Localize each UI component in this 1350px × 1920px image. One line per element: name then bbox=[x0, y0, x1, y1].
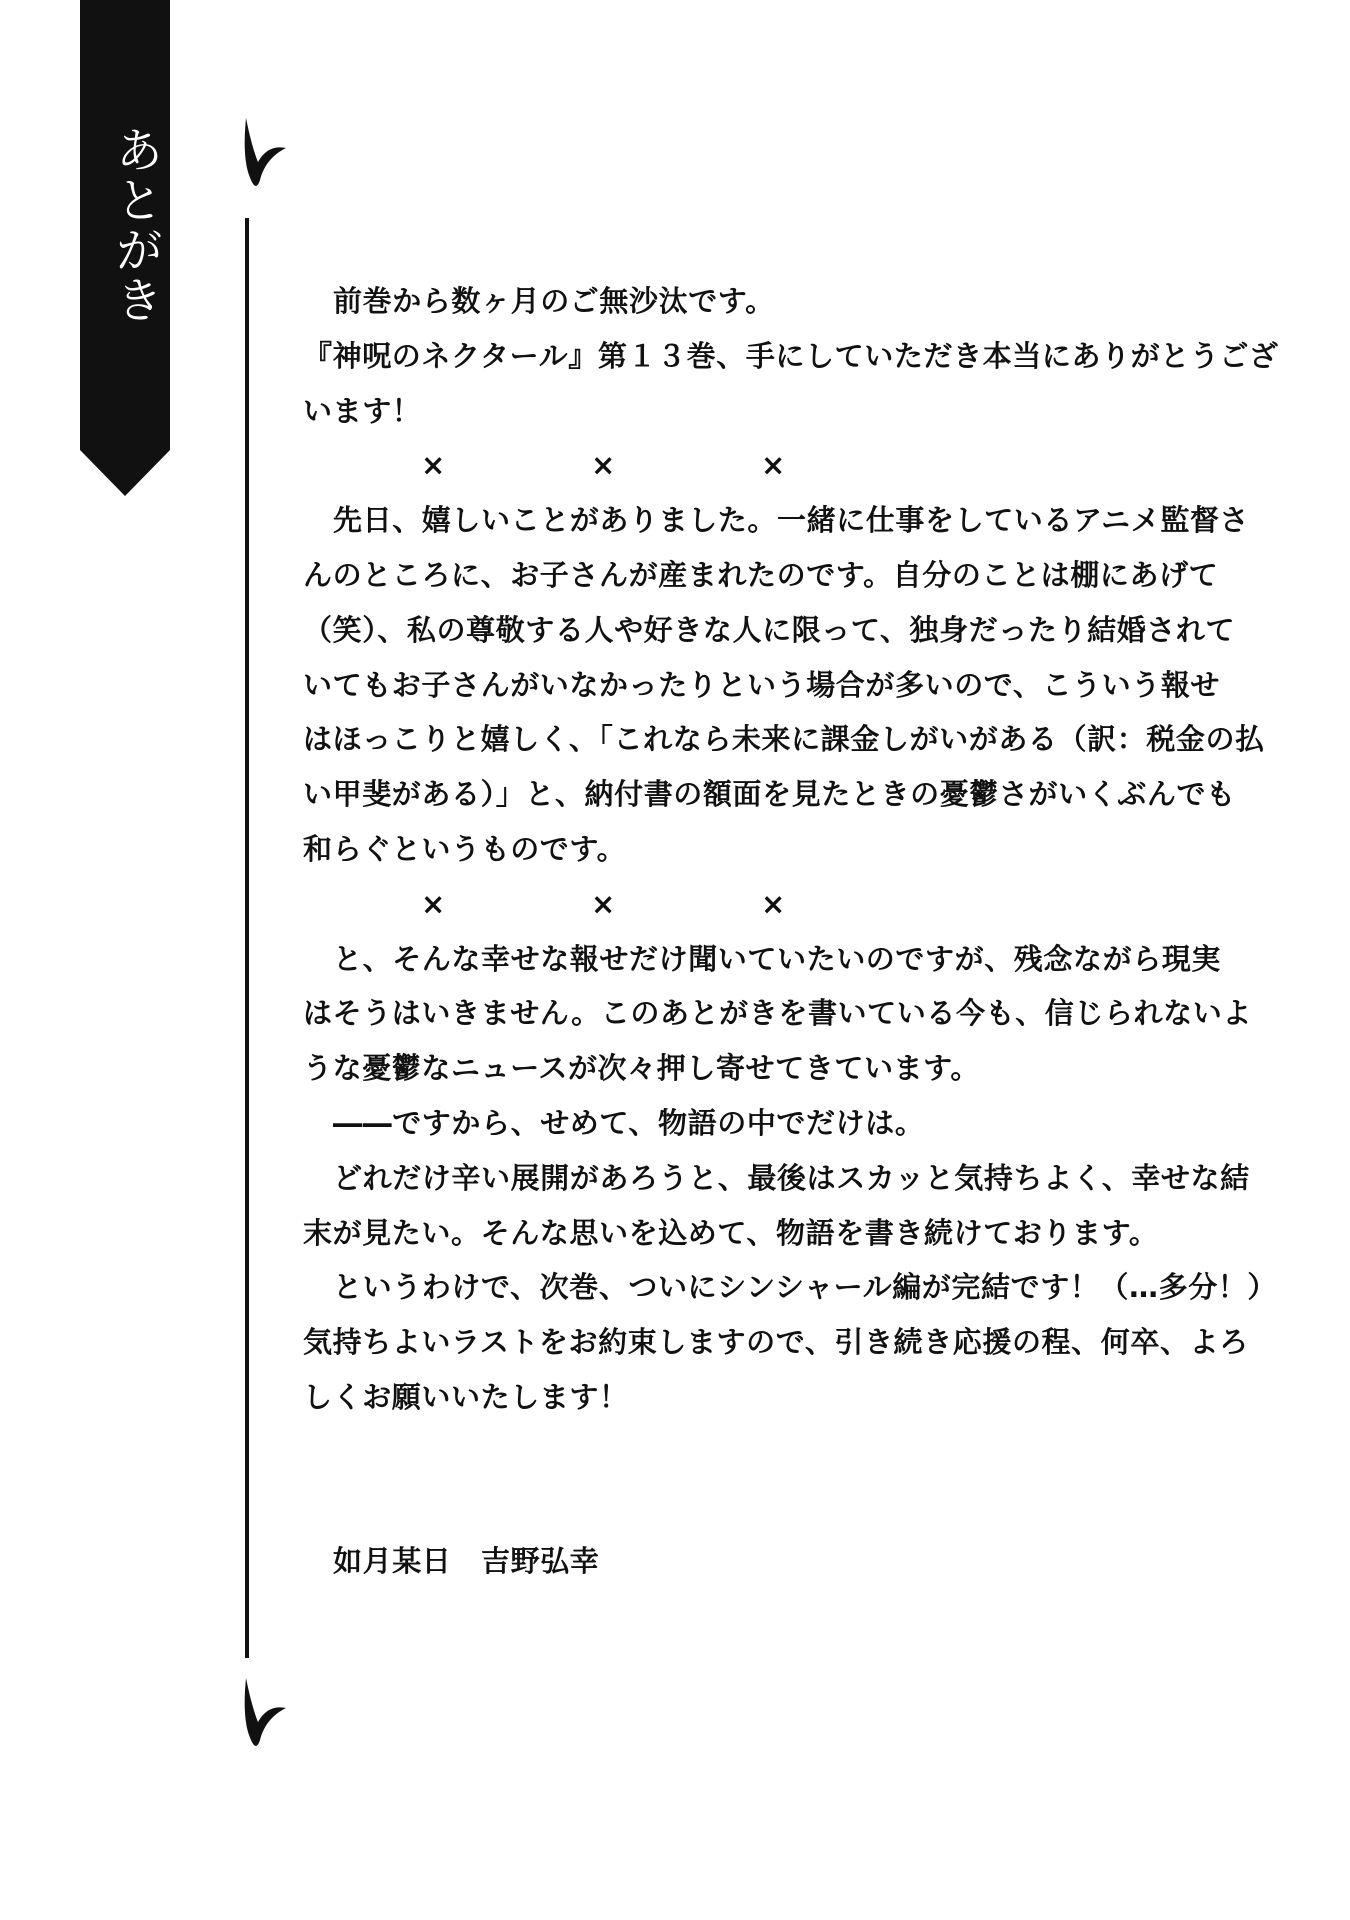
separator-mark: × bbox=[421, 448, 446, 483]
text-line: と、そんな幸せな報せだけ聞いていたいのですが、残念ながら現実 bbox=[333, 941, 1222, 976]
text-line: 前巻から数ヶ月のご無沙汰です。 bbox=[333, 284, 775, 318]
text-line: んのところに、お子さんが産まれたのです。自分のことは棚にあげて bbox=[303, 557, 1219, 592]
text-line: どれだけ辛い展開があろうと、最後はスカッと気持ちよく、幸せな結 bbox=[333, 1160, 1250, 1195]
text-line: しくお願いいたします！ bbox=[303, 1379, 629, 1414]
signature: 如月某日 吉野弘幸 bbox=[333, 1544, 600, 1579]
text-line: （笑）、私の尊敬する人や好きな人に限って、独身だったり結婚されて bbox=[303, 612, 1236, 647]
separator-mark: × bbox=[421, 886, 446, 921]
decorative-border-line bbox=[236, 118, 286, 1768]
text-line: うな憂鬱なニュースが次々押し寄せてきています。 bbox=[303, 1051, 981, 1086]
text-line: 『神呪のネクタール』第１３巻、手にしていただき本当にありがとうござ bbox=[303, 338, 1279, 373]
text-line: はそうはいきません。このあとがきを書いている今も、信じられないよ bbox=[303, 996, 1252, 1031]
section-separator bbox=[303, 438, 1203, 493]
text-line: 先日、嬉しいことがありました。一緒に仕事をしているアニメ監督さ bbox=[333, 503, 1250, 538]
text-line: はほっこりと嬉しく、「これなら未来に課金しがいがある（訳：税金の払 bbox=[303, 722, 1265, 757]
separator-mark: × bbox=[591, 886, 616, 921]
text-line: い甲斐がある）」と、納付書の額面を見たときの憂鬱さがいくぶんでも bbox=[303, 777, 1236, 812]
separator-mark: × bbox=[591, 448, 616, 483]
section-separator bbox=[303, 877, 1203, 932]
text-line: 末が見たい。そんな思いを込めて、物語を書き続けております。 bbox=[303, 1215, 1159, 1250]
separator-mark: × bbox=[761, 886, 786, 921]
afterword-body bbox=[303, 274, 1279, 1589]
text-line: ――ですから、せめて、物語の中でだけは。 bbox=[333, 1105, 925, 1140]
chapter-title: あとがき bbox=[107, 125, 163, 325]
text-line: 和らぐというものです。 bbox=[303, 831, 627, 866]
separator-mark: × bbox=[761, 448, 786, 483]
text-line: いてもお子さんがいなかったりという場合が多いので、こういう報せ bbox=[303, 667, 1221, 702]
text-line: というわけで、次巻、ついにシンシャール編が完結です！（…多分！） bbox=[333, 1270, 1278, 1305]
text-line: 気持ちよいラストをお約束しますので、引き続き応援の程、何卒、よろ bbox=[303, 1325, 1249, 1360]
blank-space bbox=[303, 1425, 1203, 1535]
text-line: います！ bbox=[303, 393, 422, 428]
